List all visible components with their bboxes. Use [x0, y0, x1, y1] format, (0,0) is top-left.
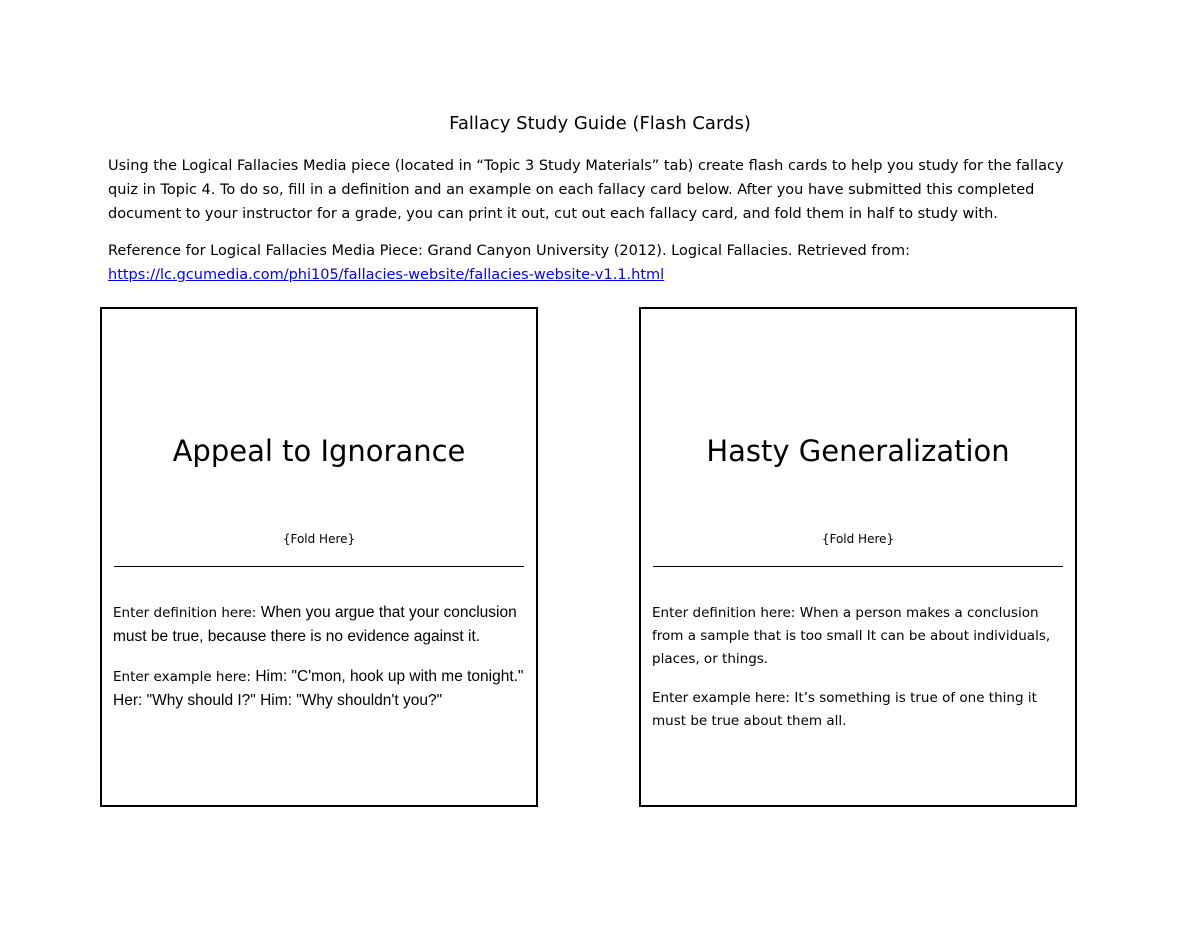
reference-paragraph	[108, 239, 1098, 287]
example-entry	[652, 687, 1068, 733]
card-fallacy-name: Appeal to Ignorance	[172, 434, 466, 468]
document-title: Fallacy Study Guide (Flash Cards)	[449, 113, 751, 134]
instructions-paragraph: Using the Logical Fallacies Media piece (located in “Topic 3 Study Materials” tab) create flash cards to help you study for the fallacy quiz in Topic 4. To do so, fill in a definition and an example on each fallacy card below. After you have submitted this completed document to your instructor for a grade, you can print it out, cut out each fallacy card, and fold them in half to study with.	[108, 158, 1064, 222]
fold-here-label: {Fold Here}	[282, 532, 356, 546]
example-text[interactable]: Him: "C'mon, hook up with me tonight." Her: "Why should I?" Him: "Why shouldn't you?"	[113, 668, 524, 709]
example-label: Enter example here:	[652, 690, 790, 706]
reference-link[interactable]: https://lc.gcumedia.com/phi105/fallacies-website/fallacies-website-v1.1.html	[108, 267, 665, 283]
definition-text[interactable]: When a person makes a conclusion from a sample that is too small It can be about individuals, places, or things.	[652, 605, 1051, 667]
example-entry	[113, 665, 529, 713]
fold-line	[114, 566, 524, 567]
card-content	[652, 602, 1068, 749]
definition-entry	[652, 602, 1068, 671]
definition-entry	[113, 601, 529, 649]
fold-line	[653, 566, 1063, 567]
fold-here-label: {Fold Here}	[821, 532, 895, 546]
flash-card-hasty-generalization	[639, 307, 1077, 807]
definition-label: Enter definition here:	[652, 605, 796, 621]
flash-card-appeal-to-ignorance	[100, 307, 538, 807]
definition-label: Enter definition here:	[113, 605, 257, 621]
reference-label: Reference for Logical Fallacies Media Piece: Grand Canyon University (2012). Logical Fallacies. Retrieved from:	[108, 243, 911, 259]
example-label: Enter example here:	[113, 669, 251, 685]
example-text[interactable]: It’s something is true of one thing it must be true about them all.	[652, 690, 1037, 729]
card-content	[113, 601, 529, 729]
card-fallacy-name: Hasty Generalization	[706, 434, 1010, 468]
definition-text[interactable]: When you argue that your conclusion must be true, because there is no evidence against it.	[113, 604, 517, 645]
